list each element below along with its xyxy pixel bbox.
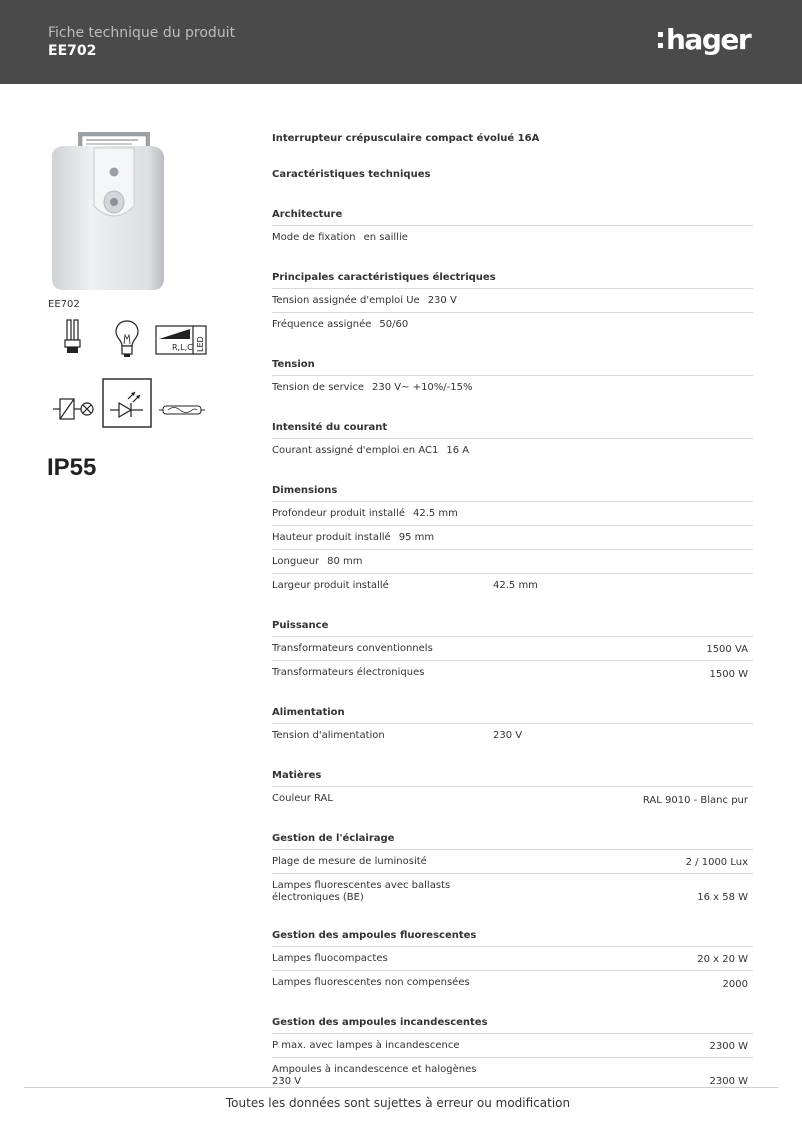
- logo-colon-icon: [658, 29, 664, 51]
- spec-row: [272, 637, 753, 661]
- led-label: LED: [196, 336, 205, 352]
- hager-logo: [658, 24, 750, 56]
- spec-label: Hauteur produit installé: [272, 532, 391, 543]
- spec-label: Courant assigné d'emploi en AC1: [272, 445, 439, 456]
- section-title: Intensité du courant: [272, 416, 753, 439]
- section-title: Gestion des ampoules incandescentes: [272, 1011, 753, 1034]
- spec-row: [272, 947, 753, 971]
- footer-divider: [24, 1087, 778, 1088]
- spec-row: [272, 439, 753, 463]
- spec-row: [272, 874, 753, 908]
- relay-symbol-icon: [52, 394, 98, 424]
- spec-label: Transformateurs conventionnels: [272, 643, 433, 654]
- spec-value: 42.5 mm: [493, 580, 538, 591]
- page-header: [0, 0, 802, 84]
- spec-row: [272, 661, 753, 685]
- incandescent-bulb-icon: [112, 318, 142, 358]
- spec-label: Lampes fluorescentes non compensées: [272, 977, 470, 988]
- product-code-title: EE702: [48, 43, 97, 59]
- spec-row: [272, 850, 753, 874]
- spec-row: [272, 1034, 753, 1058]
- section-title: Puissance: [272, 614, 753, 637]
- spec-section: [272, 614, 753, 685]
- spec-row: [272, 289, 753, 313]
- section-title: Principales caractéristiques électriques: [272, 266, 753, 289]
- spec-value: en saillie: [363, 232, 408, 243]
- spec-label: Profondeur produit installé: [272, 508, 405, 519]
- spec-value: 2300 W: [709, 1076, 748, 1087]
- spec-label: Largeur produit installé: [272, 580, 389, 591]
- spec-label: Tension de service: [272, 382, 365, 393]
- specs-subtitle: Caractéristiques techniques: [272, 169, 431, 180]
- spec-label: P max. avec lampes à incandescence: [272, 1040, 460, 1051]
- spec-value: 2300 W: [709, 1041, 748, 1052]
- spec-row: [272, 550, 753, 574]
- spec-label: Ampoules à incandescence et halogènes 230 V: [272, 1064, 477, 1087]
- spec-value: 2000: [722, 979, 748, 990]
- spec-section: [272, 203, 753, 250]
- ip-rating: IP55: [47, 454, 97, 481]
- section-title: Gestion des ampoules fluorescentes: [272, 924, 753, 947]
- spec-label: Plage de mesure de luminosité: [272, 856, 427, 867]
- spec-row: [272, 574, 753, 598]
- spec-row: [272, 787, 753, 811]
- spec-section: [272, 701, 753, 748]
- section-title: Architecture: [272, 203, 753, 226]
- spec-section: [272, 764, 753, 811]
- section-title: Alimentation: [272, 701, 753, 724]
- spec-row: [272, 971, 753, 995]
- spec-section: [272, 924, 753, 995]
- logo-text: hager: [666, 23, 751, 56]
- section-title: Dimensions: [272, 479, 753, 502]
- spec-label: Couleur RAL: [272, 793, 333, 804]
- spec-label: Transformateurs électroniques: [272, 667, 425, 678]
- spec-label: Tension d'alimentation: [272, 730, 385, 741]
- spec-value: 230 V: [427, 295, 457, 306]
- spec-value: RAL 9010 - Blanc pur: [642, 795, 748, 806]
- spec-value: 20 x 20 W: [697, 954, 748, 965]
- footer-disclaimer: Toutes les données sont sujettes à erreur ou modification: [225, 1096, 571, 1110]
- spec-row: [272, 376, 753, 400]
- photodiode-sensor-icon: [102, 378, 152, 428]
- spec-section: [272, 1011, 753, 1092]
- spec-value: 50/60: [379, 319, 409, 330]
- technical-specs: [272, 131, 753, 1092]
- spec-sections: [272, 203, 753, 1092]
- product-title: Interrupteur crépusculaire compact évolué 16A: [272, 133, 540, 144]
- spec-value: 16 A: [446, 445, 470, 456]
- spec-label: Mode de fixation: [272, 232, 356, 243]
- spec-label: Lampes fluorescentes avec ballasts électroniques (BE): [272, 880, 451, 903]
- spec-value: 1500 W: [709, 669, 748, 680]
- spec-section: [272, 827, 753, 908]
- spec-value: 80 mm: [327, 556, 363, 567]
- spec-label: Longueur: [272, 556, 320, 567]
- spec-value: 230 V~ +10%/-15%: [372, 382, 473, 393]
- spec-section: [272, 479, 753, 598]
- section-title: Tension: [272, 353, 753, 376]
- section-title: Gestion de l'éclairage: [272, 827, 753, 850]
- spec-label: Lampes fluocompactes: [272, 953, 388, 964]
- spec-label: Tension assignée d'emploi Ue: [272, 295, 420, 306]
- spec-value: 1500 VA: [706, 644, 748, 655]
- product-image-caption: EE702: [48, 299, 80, 310]
- spec-row: [272, 226, 753, 250]
- header-subtitle: Fiche technique du produit: [48, 25, 236, 41]
- spec-row: [272, 313, 753, 337]
- spec-value: 42.5 mm: [412, 508, 458, 519]
- rlc-led-dimmer-icon: [155, 325, 207, 355]
- rlc-label: R,L,C: [172, 343, 193, 352]
- spec-value: 16 x 58 W: [697, 892, 748, 903]
- spec-row: [272, 502, 753, 526]
- fluorescent-tube-icon: [158, 400, 206, 420]
- fluorescent-lamp-icon: [56, 316, 90, 358]
- spec-value: 230 V: [493, 730, 523, 741]
- spec-section: [272, 416, 753, 463]
- spec-value: 95 mm: [398, 532, 435, 543]
- spec-value: 2 / 1000 Lux: [685, 857, 748, 868]
- spec-row: [272, 526, 753, 550]
- spec-label: Fréquence assignée: [272, 319, 372, 330]
- spec-section: [272, 266, 753, 337]
- product-image: [48, 128, 170, 296]
- section-title: Matières: [272, 764, 753, 787]
- spec-row: [272, 724, 753, 748]
- spec-section: [272, 353, 753, 400]
